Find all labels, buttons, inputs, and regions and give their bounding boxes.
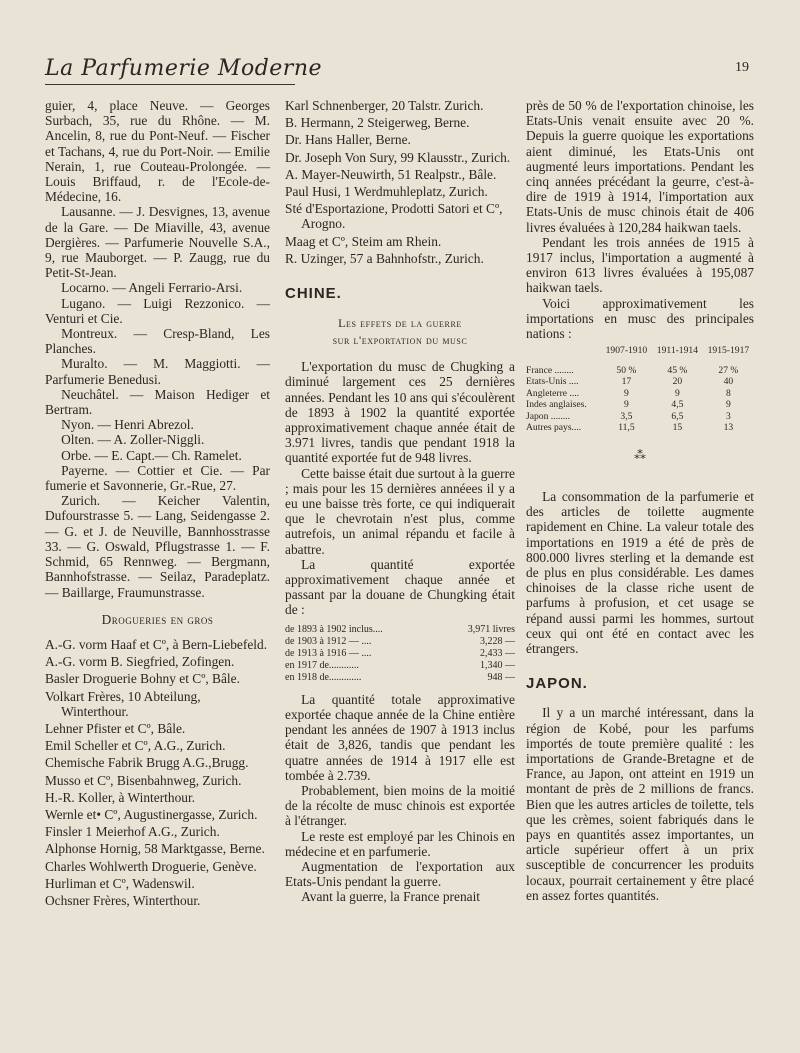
paragraph: Voici approximativement les importations en musc des principales nations : [526, 295, 754, 342]
list-item: A.-G. vorm Haaf et Cº, à Bern-Liebefeld. [45, 636, 268, 652]
paragraph: Neuchâtel. — Maison Hediger et Bertram. [45, 386, 270, 418]
list-item: Dr. Hans Haller, Berne. [285, 132, 411, 148]
list-item: Karl Schnenberger, 20 Talstr. Zurich. [285, 98, 484, 113]
column-2 [285, 98, 515, 905]
table-row [285, 624, 515, 636]
table-row [285, 636, 515, 648]
value-cell: 50 % [616, 364, 637, 376]
value-cell: 948 — [487, 671, 515, 683]
value-cell: 3,228 — [480, 635, 515, 647]
paragraph: Lugano. — Luigi Rezzonico. — Venturi et Cie. [45, 295, 270, 326]
paragraph: La quantité totale approximative exportée chaque année de la Chine entière pendant les années de 1907 à 1913 inclus était de 3,826, tandis que pendant les quatre années de 1914 à 1917 elle est tombée à 2.739. [285, 691, 515, 783]
value-cell: 3 [725, 410, 731, 422]
section-heading-japon: JAPON. [526, 675, 588, 693]
paragraph: Augmentation de l'exportation aux Etats-Unis pendant la guerre. [285, 858, 515, 890]
imports-by-nation-table [526, 345, 754, 434]
value-cell: 9 [624, 399, 629, 411]
paragraph: guier, 4, place Neuve. — Georges Surbach, 35, rue du Rhône. — M. Ancelin, 8, rue du Pont-Neuf. — Fischer et Tachans, 4, rue du Port-Noir. — Emilie Nerain, 1, rue Couteau-Prolongée. — Louis Briffaud, r. de l'Ecole-de-Médecine, 16. [45, 98, 270, 205]
value-cell: 1,340 — [480, 659, 515, 671]
list-item: Chemische Fabrik Brugg A.G.,Brugg. [45, 755, 249, 771]
list-item: Paul Husi, 1 Werdmuhleplatz, Zurich. [285, 184, 488, 200]
paragraph: Il y a un marché intéressant, dans la région de Kobé, pour les parfums importés de toute première qualité : les importations de Grande-Bretagne et de France, au Japon, ont atteint en 1919 un montant de près de 2 millions de francs. Bien que les autres articles de toilette, tels que les crèmes, soient fabriqués dans le pays en quantités assez importantes, un article supérieur offert à un prix susceptible de concurrencer les produits locaux, pourrait certainement y être placé en assez fortes quantités. [526, 705, 754, 903]
table-row [285, 660, 515, 672]
value-cell: 3,5 [620, 410, 633, 422]
list-item: Maag et Cº, Steim am Rhein. [285, 233, 442, 249]
table-header: 1915-1917 [707, 345, 750, 357]
table-header-row [526, 345, 754, 365]
country-cell: Indes anglaises. [526, 399, 587, 411]
list-item: R. Uzinger, 57 a Bahnhofstr., Zurich. [285, 250, 484, 266]
value-cell: 17 [621, 376, 632, 388]
country-cell: Autres pays.... [526, 422, 582, 434]
list-item: Volkart Frères, 10 Abteilung, Winterthour. [45, 688, 201, 719]
list-item: Emil Scheller et Cº, A.G., Zurich. [45, 738, 226, 754]
list-item: Hurliman et Cº, Wadenswil. [45, 875, 195, 891]
paragraph: Montreux. — Cresp-Bland, Les Planches. [45, 326, 270, 357]
paragraph: Nyon. — Henri Abrezol. [61, 417, 194, 433]
section-divider-stars: ⁂ [634, 447, 646, 462]
list-item: B. Hermann, 2 Steigerweg, Berne. [285, 115, 470, 131]
list-item: Wernle et• Cº, Augustinergasse, Zurich. [45, 806, 258, 822]
list-item: Musso et Cº, Bisenbahnweg, Zurich. [45, 772, 242, 788]
table-row [526, 411, 754, 423]
paragraph: Payerne. — Cottier et Cie. — Par fumerie et Savonnerie, Gr.-Rue, 27. [45, 462, 270, 494]
column-1 [45, 98, 270, 910]
list-item: A. Mayer-Neuwirth, 51 Realpstr., Bâle. [285, 166, 497, 182]
value-cell: 9 [725, 399, 731, 411]
value-cell: 8 [725, 387, 731, 399]
list-item: A.-G. vorm B. Siegfried, Zofingen. [45, 654, 235, 670]
table-row [526, 376, 754, 388]
masthead: La Parfumerie Moderne [45, 56, 323, 81]
page-number: 19 [735, 60, 749, 75]
value-cell: 2,433 — [480, 647, 515, 659]
value-cell: 9 [674, 387, 680, 399]
table-header: 1911-1914 [656, 345, 698, 357]
paragraph: Locarno. — Angeli Ferrario-Arsi. [61, 280, 243, 296]
paragraph: L'exportation du musc de Chugking a diminué largement ces 25 dernières années. Pendant les 10 ans qui s'écoulèrent de 1893 à 1902 la quantité exportée approximativement chaque année était de 3.971 livres, tandis que pendant 1918 la quantité exportée fut de 948 livres. [285, 359, 515, 466]
paragraph: La consommation de la parfumerie et des articles de toilette augmente rapidement en Chine. La valeur totale des importations en 1919 a été de près de 800.000 livres sterling et la demande est de plus en plus considérable. Les dames chinoises de la classe riche usent de parfums à profusion, et cet usage se répand aussi parmi les hommes, surtout ceux qui ont été en contact avec les étrangers. [526, 488, 754, 656]
subtitle-line-1: Les effets de la guerre [338, 316, 462, 331]
list-item: H.-R. Koller, à Winterthour. [45, 789, 196, 805]
value-cell: 15 [672, 422, 683, 434]
list-item: Charles Wohlwerth Droguerie, Genève. [45, 858, 257, 874]
masthead-rule [45, 84, 295, 85]
section-title: Drogueries en gros [101, 611, 214, 627]
list-item: Finsler 1 Meierhof A.G., Zurich. [45, 824, 220, 840]
table-row [526, 388, 754, 400]
list-item: Dr. Joseph Von Sury, 99 Klausstr., Zurich. [285, 149, 511, 165]
table-row [285, 672, 515, 684]
value-cell: 45 % [667, 364, 688, 376]
list-item: Basler Droguerie Bohny et Cº, Bâle. [45, 671, 240, 687]
column-3 [526, 98, 754, 903]
paragraph: Probablement, bien moins de la moitié de la récolte de musc chinois est exportée à l'étranger. [285, 782, 515, 829]
paragraph: près de 50 % de l'exportation chinoise, les Etats-Unis venait ensuite avec 20 %. Depuis la guerre quoique les exportations aient diminué, les Etats-Unis ont augmenté leurs importations. Pendant les cinq années précédant la geurre, c'est-à-dire de 1919 à 1914, l'importation aux Etats-Unis de musc chinois était de 406 livres évaluées à 120,284 haikwan taels. [526, 98, 754, 235]
value-cell: 6,5 [671, 410, 684, 422]
period-cell: en 1917 de............ [285, 659, 359, 671]
table-row [526, 422, 754, 434]
country-cell: Angleterre .... [526, 387, 580, 399]
paragraph: Orbe. — E. Capt.— Ch. Ramelet. [61, 447, 242, 463]
period-cell: de 1913 à 1916 — .... [285, 647, 372, 659]
value-cell: 4,5 [671, 399, 684, 411]
value-cell: 3,971 livres [467, 623, 515, 635]
list-item: Sté d'Esportazione, Prodotti Satori et Cº, Arogno. [285, 201, 503, 232]
value-cell: 13 [723, 422, 734, 434]
article-subtitle [285, 315, 515, 349]
table-row [526, 365, 754, 377]
value-cell: 40 [723, 376, 734, 388]
value-cell: 11,5 [618, 422, 635, 434]
country-cell: Japon ........ [526, 410, 570, 422]
paragraph: Olten. — A. Zoller-Niggli. [61, 432, 205, 448]
country-cell: Etats-Unis .... [526, 376, 579, 388]
list-item: Alphonse Hornig, 58 Marktgasse, Berne. [45, 841, 265, 857]
table-header: 1907-1910 [605, 345, 648, 357]
paragraph: Zurich. — Keicher Valentin, Dufourstrasse 5. — Lang, Seidengasse 2. — G. et J. de Neuville, Bannhosstrasse 33. — G. Oswald, Pflugstrasse 1. — F. Schmid, 65 Rennweg. — Bergmann, Bannhofstrasse. — Seilaz, Paradeplatz. — Baillarge, Fraumunstrasse. [45, 493, 270, 600]
table-row [526, 399, 754, 411]
value-cell: 27 % [718, 364, 739, 376]
period-cell: en 1918 de............. [285, 671, 362, 683]
paragraph: Cette baisse était due surtout à la guerre ; mais pour les 15 dernières annéees il y a eu une baisse très forte, ce qui indiquerait que le chevrotain n'est plus, comme autrefois, un animal répandu et facile à abattre. [285, 465, 515, 557]
list-item: Lehner Pfister et Cº, Bâle. [45, 720, 186, 736]
musc-export-table [285, 624, 515, 684]
section-heading-chine: CHINE. [285, 285, 342, 303]
paragraph: Avant la guerre, la France prenait [301, 889, 481, 905]
list-item: Ochsner Frères, Winterthour. [45, 892, 201, 908]
paragraph: Pendant les trois années de 1915 à 1917 inclus, l'importation a augmenté à environ 613 livres évaluées à 195,087 haikwan taels. [526, 234, 754, 296]
period-cell: de 1893 à 1902 inclus.... [285, 623, 383, 635]
paragraph: La quantité exportée approximativement chaque année et passant par la douane de Chungking était de : [285, 556, 515, 618]
value-cell: 20 [672, 376, 683, 388]
table-header-blank [526, 345, 601, 365]
subtitle-line-2: sur l'exportation du musc [332, 333, 468, 348]
paragraph: Muralto. — M. Maggiotti. — Parfumerie Benedusi. [45, 356, 270, 387]
paragraph: Le reste est employé par les Chinois en médecine et en parfumerie. [285, 828, 515, 859]
value-cell: 9 [624, 387, 629, 399]
table-row [285, 648, 515, 660]
period-cell: de 1903 à 1912 — .... [285, 635, 372, 647]
paragraph: Lausanne. — J. Desvignes, 13, avenue de la Gare. — De Miaville, 43, avenue Dergières. — Parfumerie Nouvelle S.A., 9, rue Mauborget. — P. Zaugg, rue du Petit-St-Jean. [45, 204, 270, 281]
country-cell: France ........ [526, 364, 574, 376]
